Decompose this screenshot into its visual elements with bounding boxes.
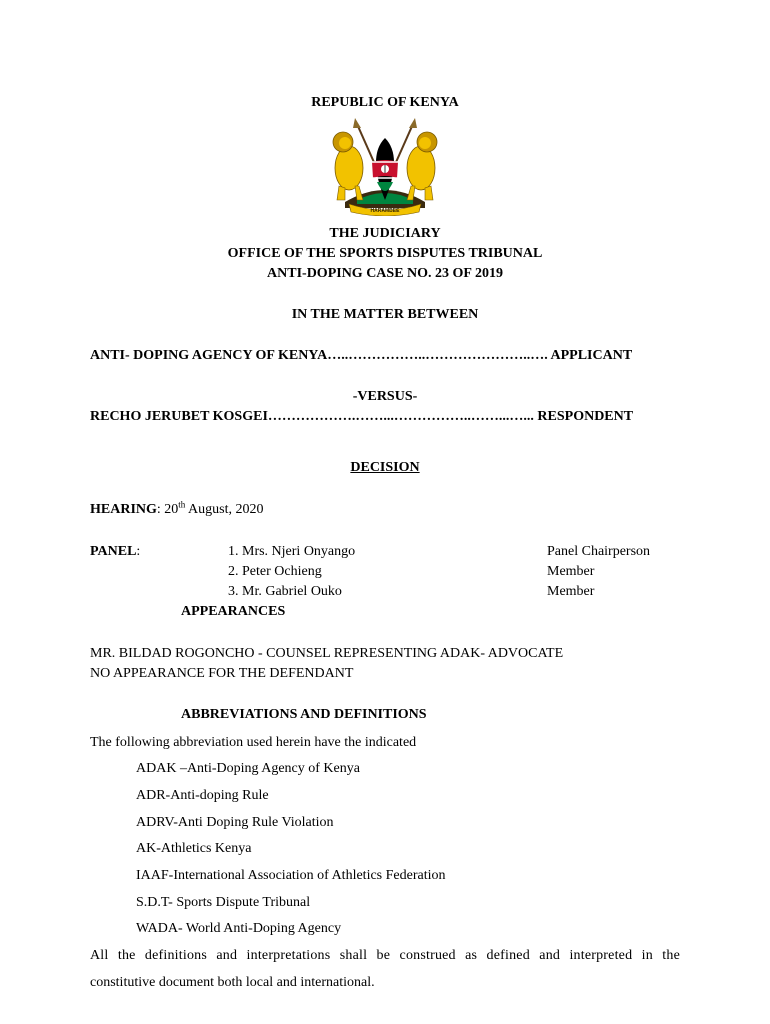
appearances-title: APPEARANCES	[181, 604, 286, 619]
abbreviation-item: AK-Athletics Kenya	[136, 841, 252, 856]
panel-colon: :	[136, 544, 141, 559]
abbreviation-item: S.D.T- Sports Dispute Tribunal	[136, 895, 311, 910]
panel-member-name: 3. Mr. Gabriel Ouko	[228, 584, 342, 599]
panel-member-role: Panel Chairperson	[547, 544, 651, 559]
hearing-date-rest: August, 2020	[185, 502, 264, 517]
abbreviation-item: ADR-Anti-doping Rule	[136, 788, 269, 803]
abbreviations-intro: The following abbreviation used herein have the indicated	[90, 735, 417, 750]
panel-member-name: 1. Mrs. Njeri Onyango	[228, 544, 356, 559]
abbreviation-item: ADRV-Anti Doping Rule Violation	[136, 815, 334, 830]
hearing-ordinal: th	[178, 499, 186, 510]
closing-paragraph-line1: All the definitions and interpretations shall be construed as defined and interpreted in the	[90, 948, 680, 963]
tribunal-heading: OFFICE OF THE SPORTS DISPUTES TRIBUNAL	[227, 246, 543, 261]
applicant-role: APPLICANT	[550, 348, 633, 363]
decision-title: DECISION	[350, 460, 420, 475]
applicant-name: ANTI- DOPING AGENCY OF KENYA	[90, 348, 328, 363]
hearing-day: : 20	[156, 502, 179, 517]
case-number: ANTI-DOPING CASE NO. 23 OF 2019	[267, 266, 503, 281]
judiciary-heading: THE JUDICIARY	[329, 226, 441, 241]
respondent-role: RESPONDENT	[533, 409, 634, 424]
applicant-line	[90, 348, 632, 364]
panel-member-role: Member	[547, 564, 595, 579]
respondent-line	[90, 409, 633, 425]
abbreviation-item: IAAF-International Association of Athletics Federation	[136, 868, 446, 883]
abbreviation-item: ADAK –Anti-Doping Agency of Kenya	[136, 761, 360, 776]
applicant-dots: …..……………..…………………..….	[327, 348, 551, 363]
respondent-dots: ……………….……...……………..……...…...	[267, 409, 534, 424]
abbreviation-item: WADA- World Anti-Doping Agency	[136, 921, 342, 936]
hearing-line	[90, 499, 264, 518]
appearance-defendant: NO APPEARANCE FOR THE DEFENDANT	[90, 666, 354, 681]
respondent-name: RECHO JERUBET KOSGEI	[90, 409, 268, 424]
republic-heading: REPUBLIC OF KENYA	[311, 95, 459, 110]
versus-label: -VERSUS-	[352, 389, 418, 404]
panel-member-role: Member	[547, 584, 595, 599]
hearing-label: HEARING	[90, 502, 157, 517]
motto-text: HARAMBEE	[370, 208, 400, 214]
panel-member-name: 2. Peter Ochieng	[228, 564, 322, 579]
panel-label	[90, 544, 140, 560]
kenya-coat-of-arms	[327, 116, 443, 216]
closing-paragraph-line2: constitutive document both local and international.	[90, 975, 375, 990]
appearance-counsel: MR. BILDAD ROGONCHO - COUNSEL REPRESENTING ADAK- ADVOCATE	[90, 646, 564, 661]
matter-heading: IN THE MATTER BETWEEN	[291, 307, 479, 322]
abbreviations-title: ABBREVIATIONS AND DEFINITIONS	[181, 707, 427, 722]
panel-label-text: PANEL	[90, 544, 137, 559]
